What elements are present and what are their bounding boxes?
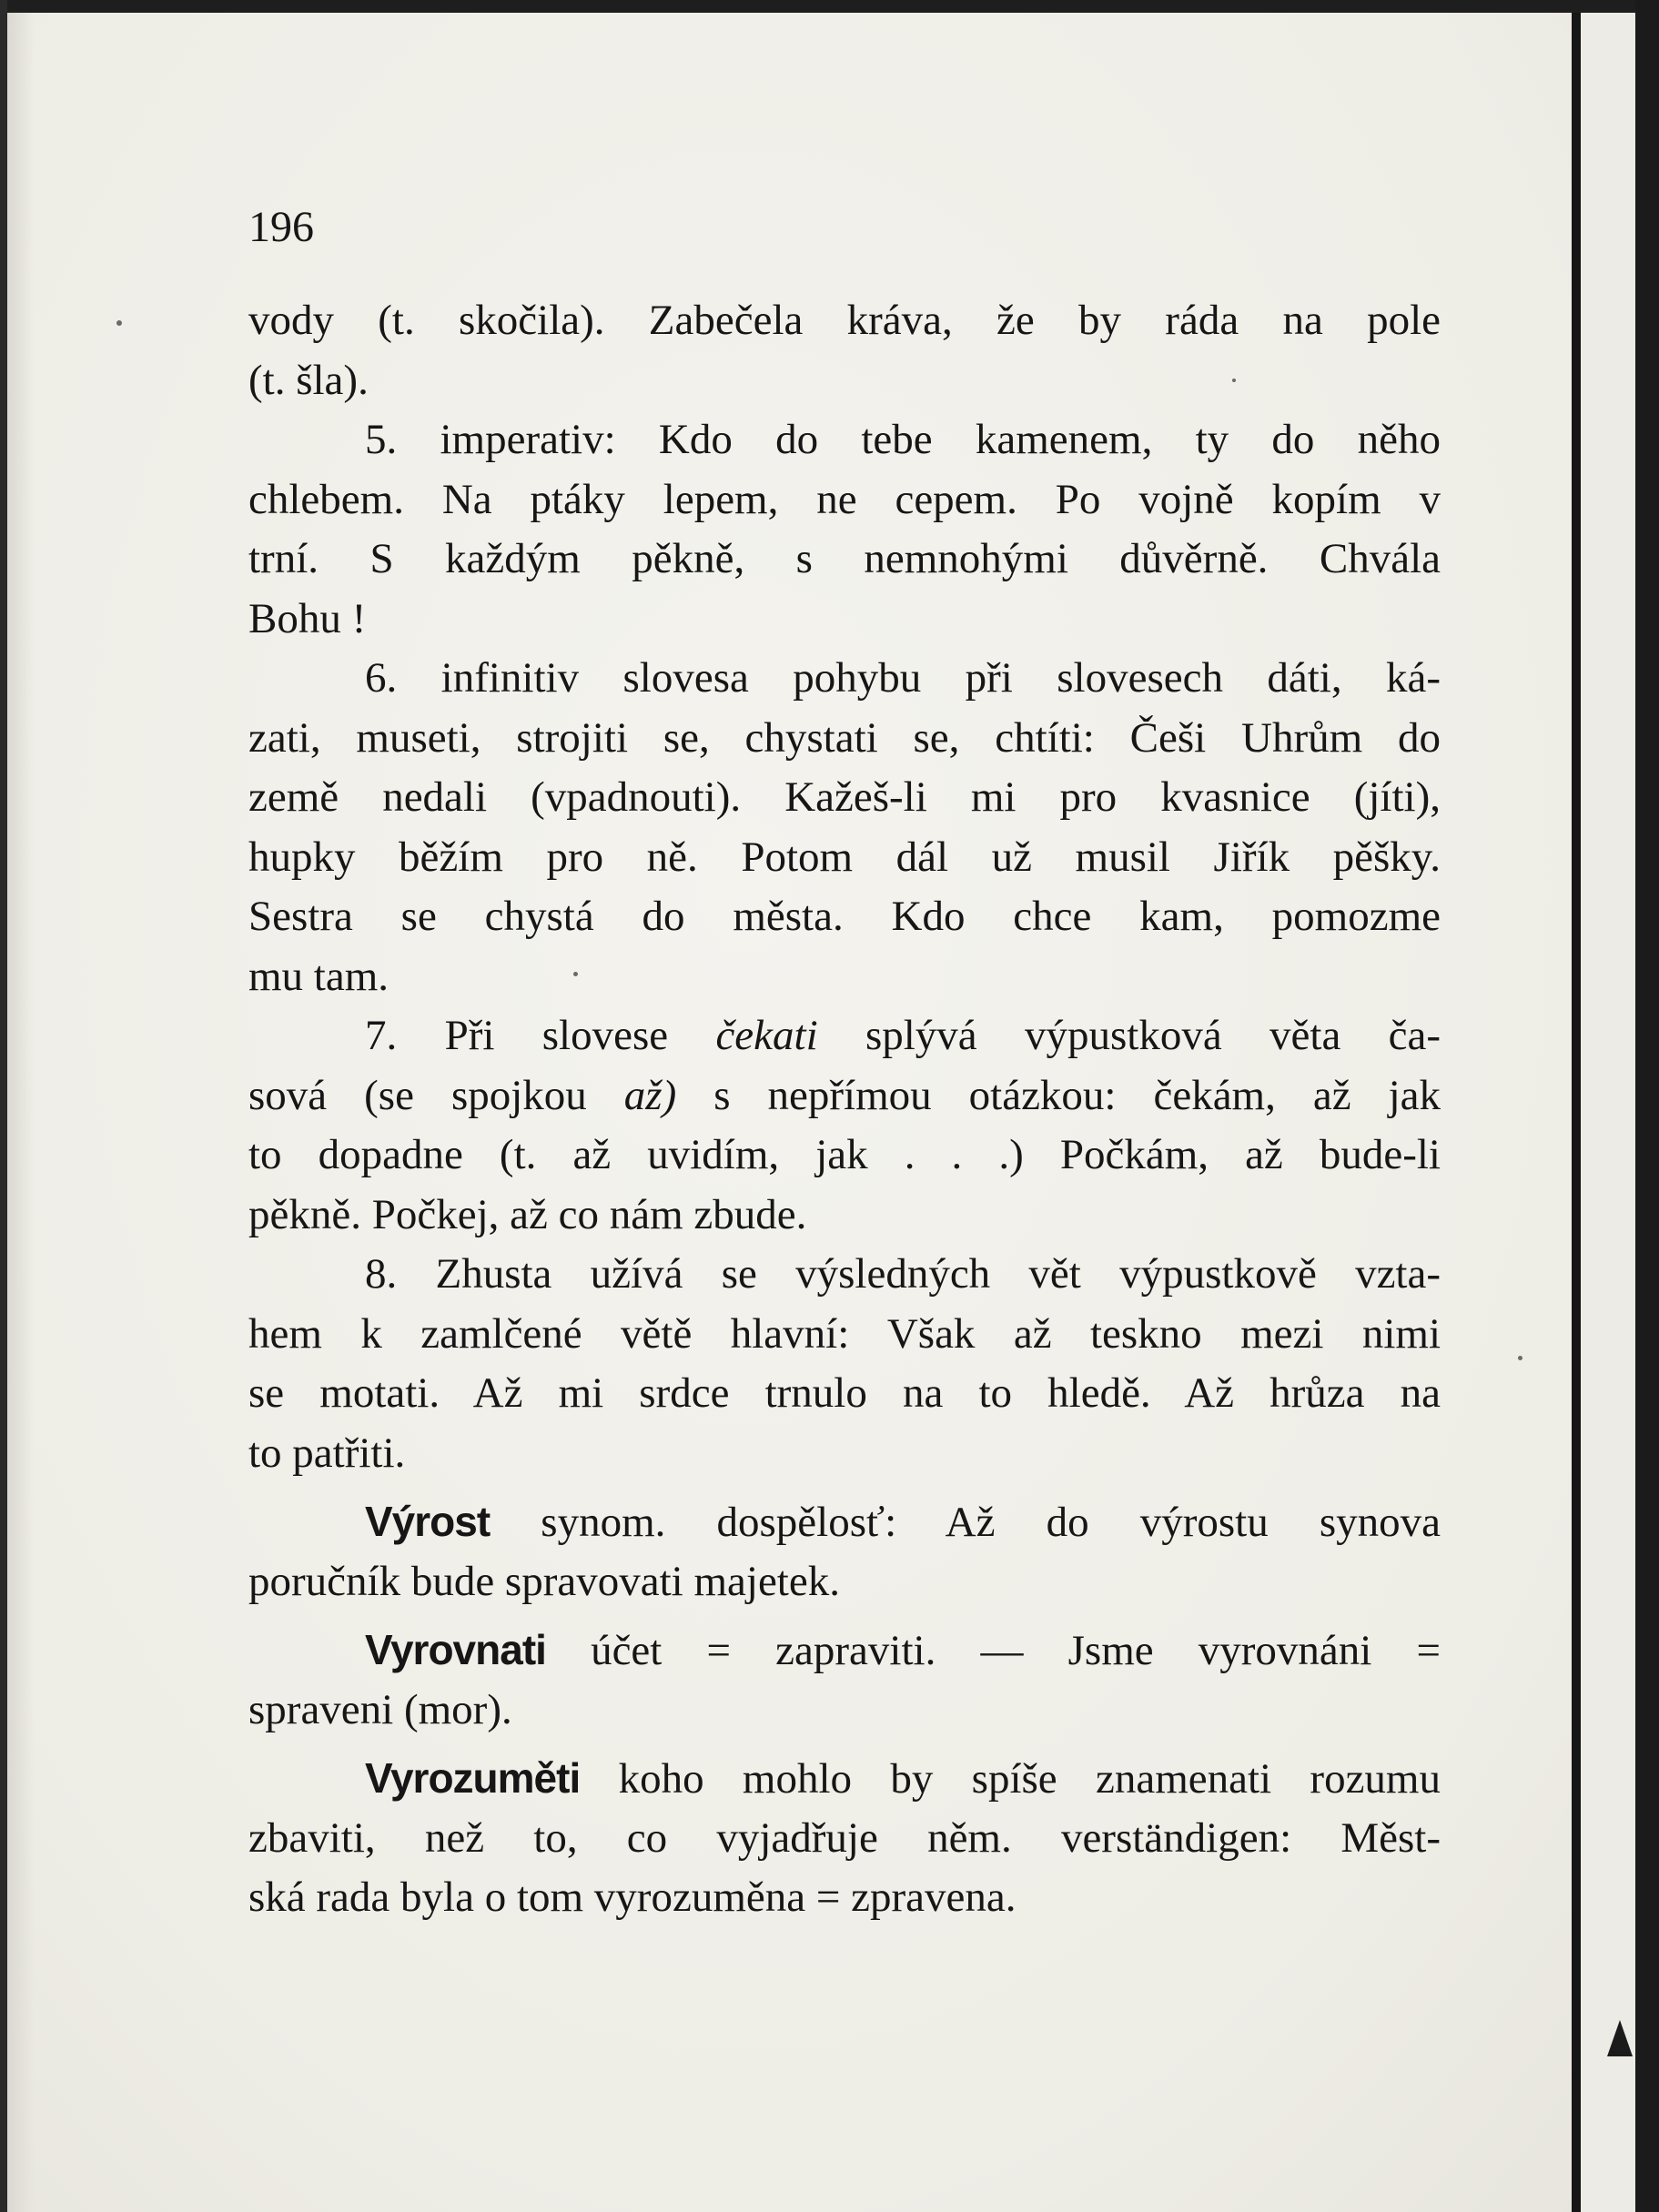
entry-first-line <box>248 1621 1441 1681</box>
page-body <box>248 291 1441 1928</box>
text-line: země nedali (vpadnouti). Kažeš-li mi pro kvasnice (jíti), <box>248 773 1441 821</box>
paragraph-vysledne-vety <box>248 1245 1441 1483</box>
text-line: (t. šla). <box>248 356 369 404</box>
paragraph-imperativ <box>248 410 1441 649</box>
italic-term: až) <box>623 1071 677 1119</box>
scan-edge-top <box>0 0 1659 13</box>
text-line: Bohu ! <box>248 594 367 642</box>
text-line: to dopadne (t. až uvidím, jak . . .) Počkám, až bude-li <box>248 1131 1441 1178</box>
text-line: mu tam. <box>248 952 389 1000</box>
text-line: trní. S každým pěkně, s nemnohými důvěrně. Chvála <box>248 535 1441 582</box>
paragraph <box>248 291 1441 410</box>
text-line <box>248 1006 1441 1066</box>
text-run: sová (se spojkou <box>248 1071 624 1119</box>
text-line: hem k zamlčené větě hlavní: Však až teskno mezi nimi <box>248 1309 1441 1358</box>
entry-headword: Výrost <box>365 1498 491 1545</box>
scan-edge-left <box>0 0 7 2212</box>
text-run: 7. Při slovese <box>365 1012 716 1059</box>
page-shadow-left <box>7 13 35 2212</box>
paragraph-cekati <box>248 1006 1441 1245</box>
binding-notch <box>1607 2020 1633 2056</box>
gutter-line <box>1572 13 1581 2212</box>
text-line: 8. Zhusta užívá se výsledných vět výpustkově vzta- <box>365 1250 1441 1298</box>
spacer <box>248 1740 1441 1749</box>
text-line: poručník bude spravovati majetek. <box>248 1557 840 1605</box>
gutter-strip <box>1581 13 1635 2212</box>
text-line: Sestra se chystá do města. Kdo chce kam, pomozme <box>248 893 1441 940</box>
text-line: se motati. Až mi srdce trnulo na to hledě. Až hrůza na <box>248 1369 1441 1417</box>
paper-speck <box>1518 1356 1522 1360</box>
paragraph-infinitiv <box>248 649 1441 1006</box>
entry-headword: Vyrovnati <box>365 1626 546 1673</box>
text-line: zbaviti, než to, co vyjadřuje něm. verständigen: Měst- <box>248 1813 1441 1862</box>
text-line <box>248 1066 1441 1126</box>
text-line: pěkně. Počkej, až co nám zbude. <box>248 1190 807 1238</box>
text-run: splývá výpustková věta ča- <box>817 1012 1441 1059</box>
text-run: účet = zapraviti. — Jsme vyrovnáni = <box>545 1627 1441 1674</box>
dictionary-entry <box>248 1492 1441 1611</box>
spacer <box>248 1483 1441 1492</box>
text-run: s nepřímou otázkou: čekám, až jak <box>676 1071 1441 1119</box>
spacer <box>248 1611 1441 1621</box>
scan-edge-right <box>1635 0 1659 2212</box>
text-run: synom. dospělosť: Až do výrostu synova <box>490 1499 1441 1546</box>
dictionary-entry <box>248 1621 1441 1740</box>
text-line: ská rada byla o tom vyrozuměna = zpravena. <box>248 1874 1017 1921</box>
entry-first-line <box>248 1749 1441 1809</box>
text-line: to patřiti. <box>248 1429 406 1477</box>
entry-first-line <box>248 1492 1441 1552</box>
dictionary-entry <box>248 1749 1441 1928</box>
page-number: 196 <box>248 203 314 251</box>
text-run: koho mohlo by spíše znamenati rozumu <box>580 1755 1441 1803</box>
italic-term: čekati <box>715 1012 818 1059</box>
text-line: chlebem. Na ptáky lepem, ne cepem. Po vojně kopím v <box>248 475 1441 523</box>
entry-headword: Vyrozuměti <box>365 1754 581 1802</box>
text-line: 6. infinitiv slovesa pohybu při slovesech dáti, ká- <box>365 654 1441 702</box>
text-line: spraveni (mor). <box>248 1685 512 1733</box>
text-line: 5. imperativ: Kdo do tebe kamenem, ty do něho <box>365 416 1441 463</box>
text-line: vody (t. skočila). Zabečela kráva, že by ráda na pole <box>248 297 1441 344</box>
text-line: zati, museti, strojiti se, chystati se, chtíti: Češi Uhrům do <box>248 713 1441 762</box>
paper-speck <box>116 320 122 326</box>
text-line: hupky běžím pro ně. Potom dál už musil Jiřík pěšky. <box>248 833 1441 881</box>
